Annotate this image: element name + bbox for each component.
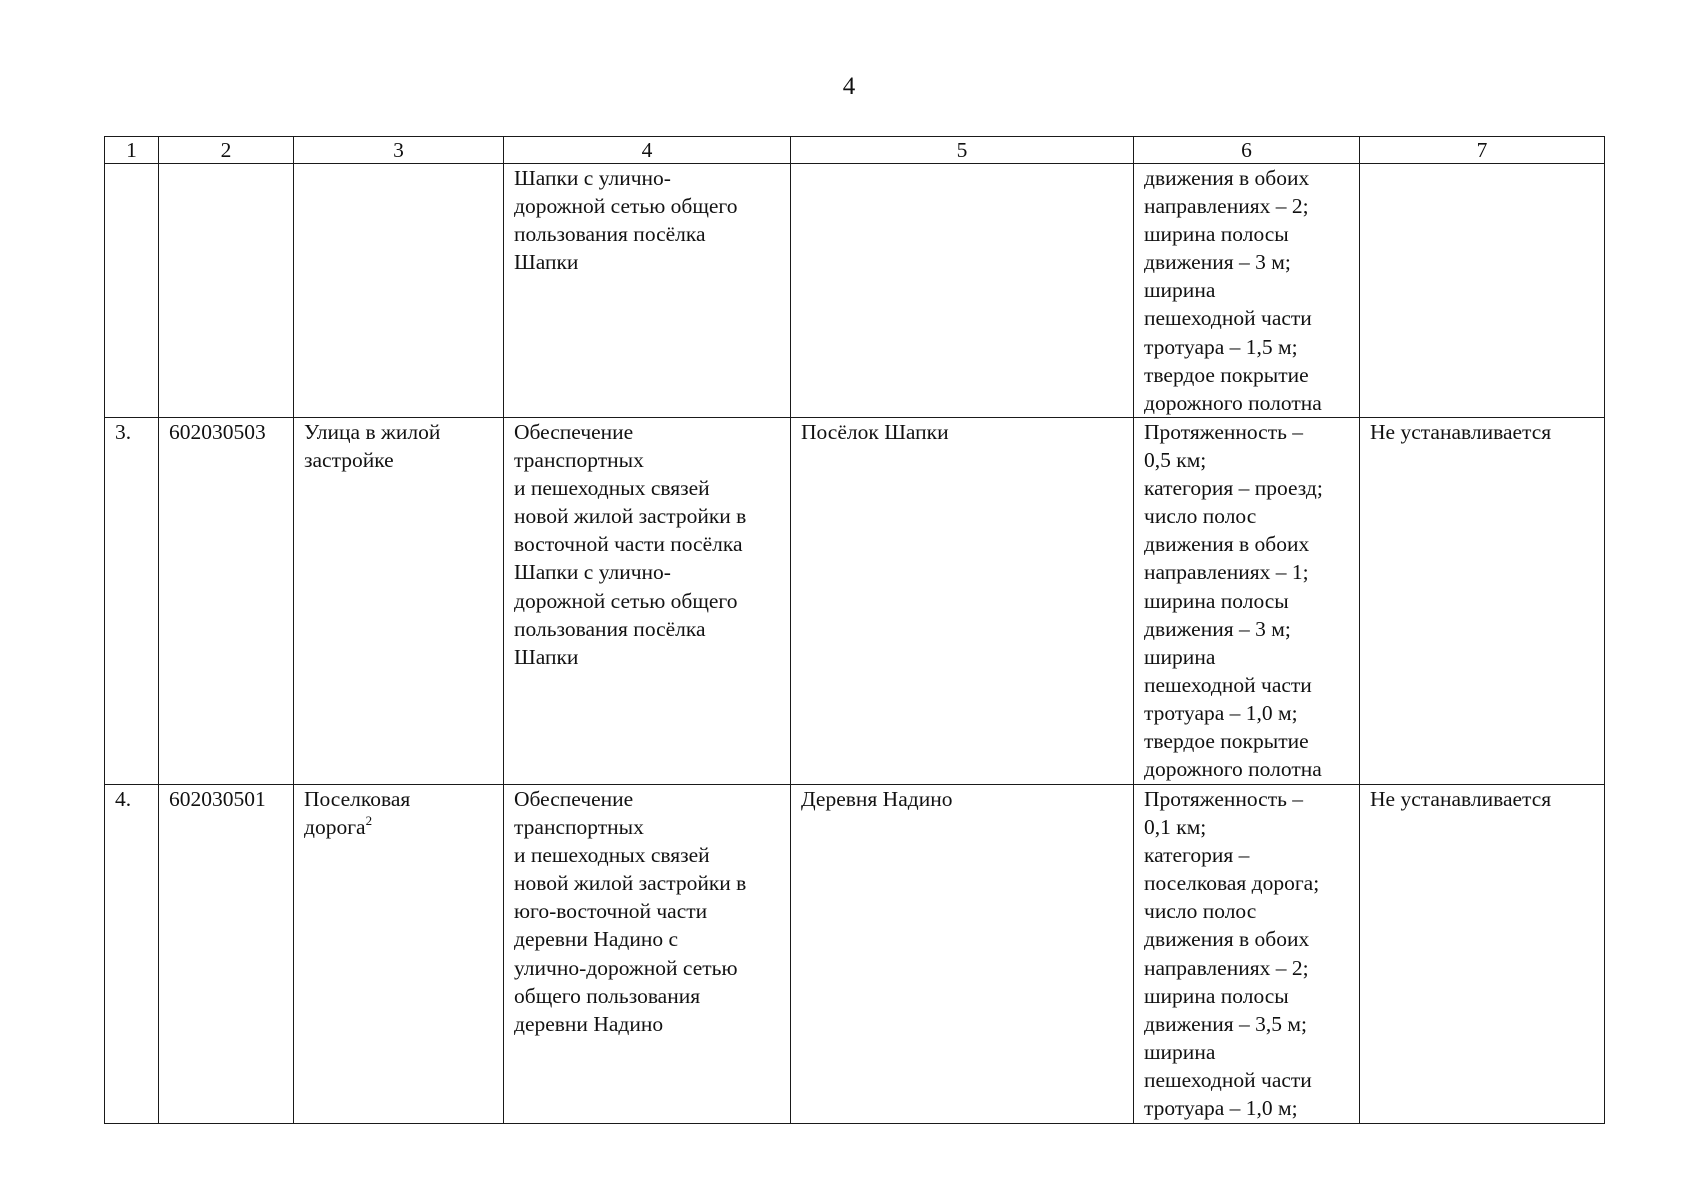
characteristics-line: число полос	[1144, 504, 1257, 529]
object-name-cell	[294, 785, 504, 1124]
characteristics-line: ширина полосы	[1144, 588, 1289, 613]
purpose-cell	[504, 785, 791, 1124]
purpose-line: пользования посёлка	[514, 222, 706, 247]
purpose-cell	[504, 164, 791, 418]
object-name-line: застройке	[304, 448, 394, 473]
column-header: 7	[1360, 137, 1605, 164]
zone-cell	[1360, 164, 1605, 418]
footnote-marker: 2	[365, 813, 373, 829]
purpose-line: Шапки	[514, 644, 579, 669]
characteristics-line: направлениях – 2;	[1144, 955, 1309, 980]
characteristics-line: движения в обоих	[1144, 166, 1310, 190]
purpose-line: транспортных	[514, 815, 644, 840]
characteristics-line: Протяженность –	[1144, 420, 1304, 444]
object-name-cell	[294, 164, 504, 418]
characteristics-line: тротуара – 1,0 м;	[1144, 1096, 1298, 1121]
object-name-text: дорога	[304, 815, 366, 840]
column-header: 2	[159, 137, 294, 164]
zone-cell: Не устанавливается	[1360, 418, 1605, 785]
purpose-line: дорожной сетью общего	[514, 194, 738, 219]
characteristics-line: ширина полосы	[1144, 222, 1289, 247]
characteristics-line: 0,5 км;	[1144, 448, 1207, 473]
characteristics-line: движения – 3 м;	[1144, 250, 1291, 275]
object-name-line	[304, 813, 493, 841]
characteristics-line: ширина	[1144, 644, 1216, 669]
location-cell: Деревня Надино	[791, 785, 1134, 1124]
purpose-line: улично-дорожной сетью	[514, 955, 738, 980]
purpose-line: новой жилой застройки в	[514, 504, 747, 529]
row-number-cell: 3.	[105, 418, 159, 785]
column-header: 4	[504, 137, 791, 164]
purpose-line: общего пользования	[514, 983, 701, 1008]
object-code-cell	[159, 164, 294, 418]
characteristics-line: направлениях – 2;	[1144, 194, 1309, 219]
purpose-line: и пешеходных связей	[514, 476, 710, 501]
purpose-line: деревни Надино	[514, 1011, 664, 1036]
object-code-cell: 602030501	[159, 785, 294, 1124]
characteristics-line: пешеходной части	[1144, 672, 1312, 697]
purpose-line: пользования посёлка	[514, 616, 706, 641]
characteristics-cell	[1134, 418, 1360, 785]
characteristics-line: дорожного полотна	[1144, 390, 1322, 415]
characteristics-line: направлениях – 1;	[1144, 560, 1309, 585]
characteristics-line: категория –	[1144, 843, 1250, 868]
row-number-cell: 4.	[105, 785, 159, 1124]
characteristics-cell	[1134, 785, 1360, 1124]
purpose-line: Шапки	[514, 250, 579, 275]
characteristics-line: 0,1 км;	[1144, 815, 1207, 840]
purpose-line: новой жилой застройки в	[514, 871, 747, 896]
characteristics-line: движения в обоих	[1144, 927, 1310, 952]
object-name-line: Поселковая	[304, 787, 411, 811]
column-number-row	[105, 137, 1605, 164]
characteristics-line: пешеходной части	[1144, 1067, 1312, 1092]
characteristics-line: тротуара – 1,0 м;	[1144, 700, 1298, 725]
purpose-line: Шапки с улично-	[514, 166, 671, 190]
table-row	[105, 785, 1605, 1124]
location-cell: Посёлок Шапки	[791, 418, 1134, 785]
column-header: 3	[294, 137, 504, 164]
characteristics-line: движения – 3 м;	[1144, 616, 1291, 641]
characteristics-line: твердое покрытие	[1144, 729, 1309, 754]
location-cell	[791, 164, 1134, 418]
purpose-line: транспортных	[514, 448, 644, 473]
characteristics-line: категория – проезд;	[1144, 476, 1323, 501]
purpose-line: Шапки с улично-	[514, 560, 671, 585]
page-number: 4	[842, 73, 856, 100]
purpose-line: юго-восточной части	[514, 899, 708, 924]
table-row	[105, 418, 1605, 785]
characteristics-line: ширина	[1144, 1039, 1216, 1064]
zone-cell: Не устанавливается	[1360, 785, 1605, 1124]
column-header: 5	[791, 137, 1134, 164]
characteristics-line: ширина полосы	[1144, 983, 1289, 1008]
characteristics-line: Протяженность –	[1144, 787, 1304, 811]
characteristics-line: твердое покрытие	[1144, 362, 1309, 387]
characteristics-line: ширина	[1144, 278, 1216, 303]
column-header: 6	[1134, 137, 1360, 164]
purpose-line: восточной части посёлка	[514, 532, 743, 557]
characteristics-cell	[1134, 164, 1360, 418]
purpose-line: деревни Надино с	[514, 927, 679, 952]
table-row	[105, 164, 1605, 418]
purpose-line: и пешеходных связей	[514, 843, 710, 868]
characteristics-line: движения – 3,5 м;	[1144, 1011, 1307, 1036]
characteristics-line: тротуара – 1,5 м;	[1144, 334, 1298, 359]
object-name-cell	[294, 418, 504, 785]
characteristics-line: число полос	[1144, 899, 1257, 924]
data-table	[104, 136, 1605, 1124]
object-name-line: Улица в жилой	[304, 420, 441, 444]
purpose-line: дорожной сетью общего	[514, 588, 738, 613]
object-code-cell: 602030503	[159, 418, 294, 785]
purpose-line: Обеспечение	[514, 787, 634, 811]
characteristics-line: поселковая дорога;	[1144, 871, 1320, 896]
characteristics-line: дорожного полотна	[1144, 757, 1322, 782]
purpose-line: Обеспечение	[514, 420, 634, 444]
characteristics-line: движения в обоих	[1144, 532, 1310, 557]
characteristics-line: пешеходной части	[1144, 306, 1312, 331]
purpose-cell	[504, 418, 791, 785]
row-number-cell	[105, 164, 159, 418]
column-header: 1	[105, 137, 159, 164]
